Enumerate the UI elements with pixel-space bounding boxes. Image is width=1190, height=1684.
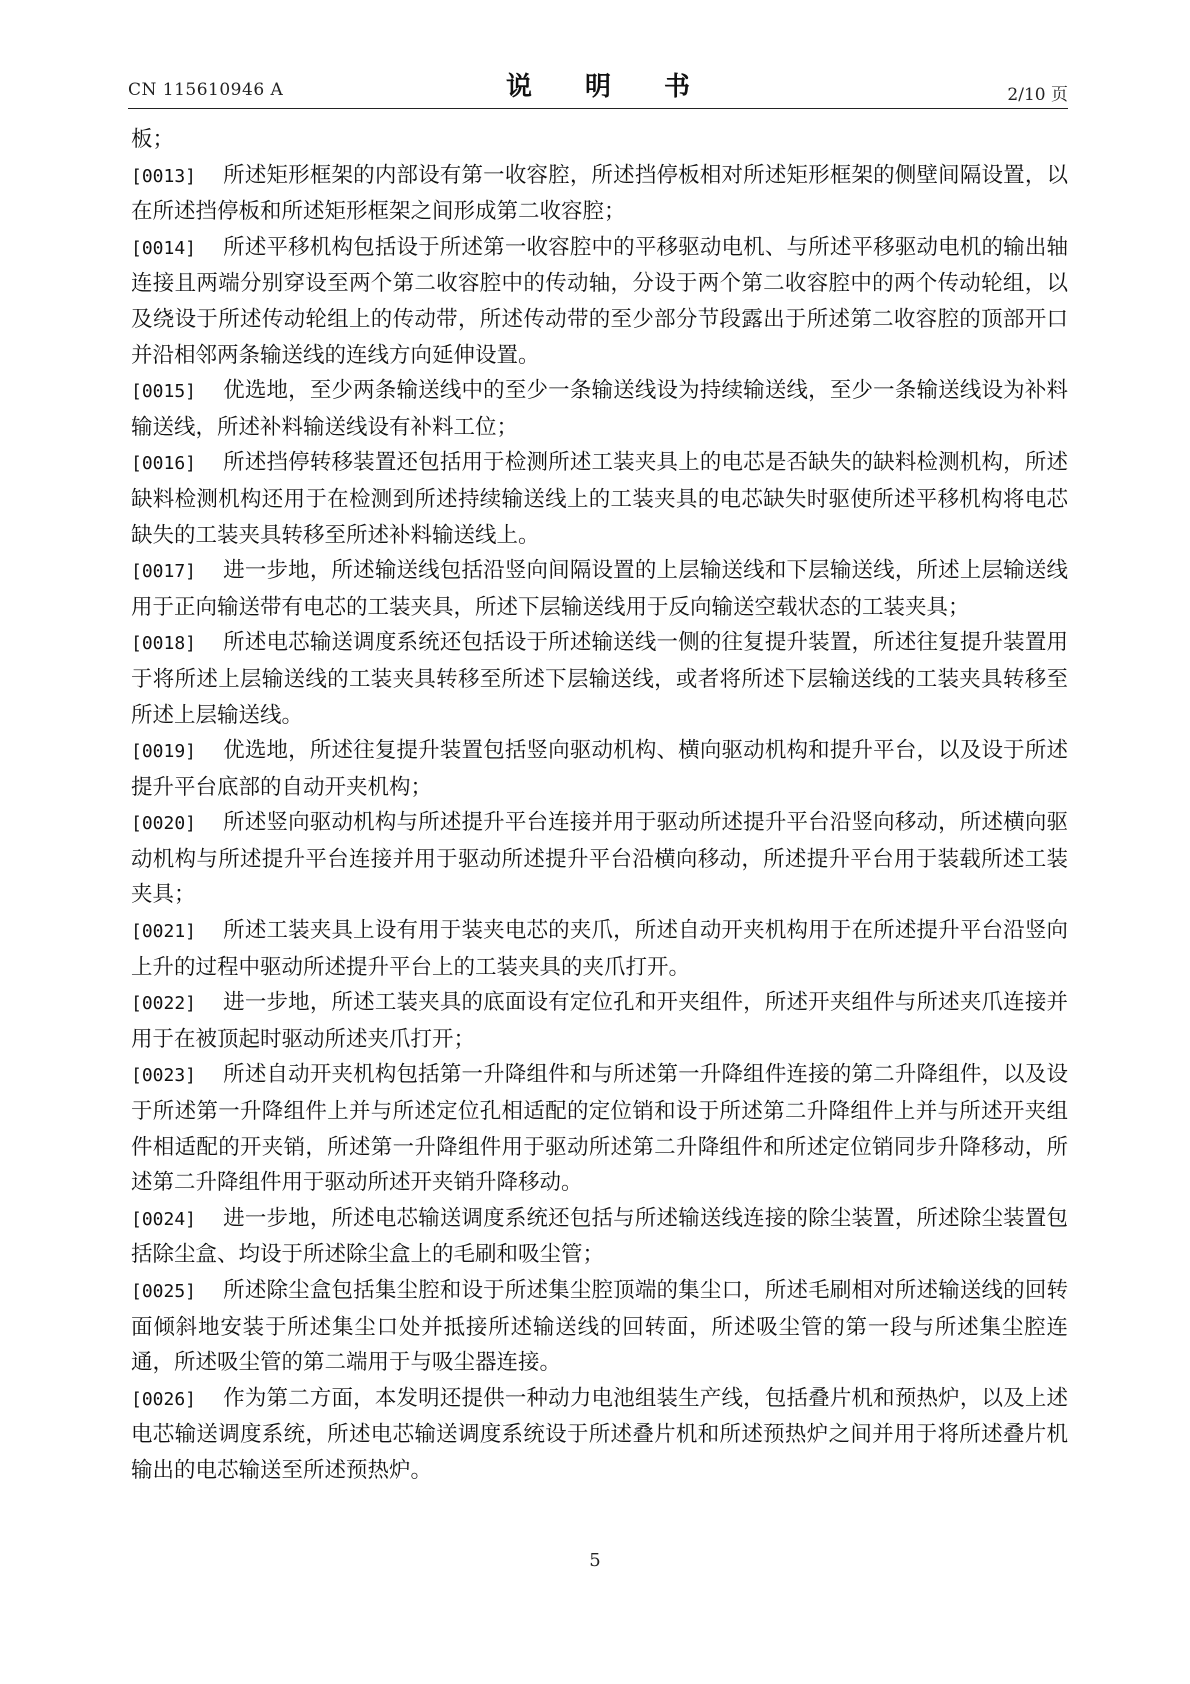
paragraph-number: [0020] — [131, 813, 197, 835]
paragraph — [131, 158, 1068, 230]
page-indicator: 2/10 页 — [1007, 85, 1068, 105]
paragraph — [131, 733, 1068, 805]
paragraph-number: [0026] — [131, 1388, 197, 1410]
paragraph-number: [0016] — [131, 453, 197, 475]
paragraph-number: [0014] — [131, 237, 197, 259]
paragraph-number: [0015] — [131, 381, 197, 403]
paragraph-number: [0024] — [131, 1208, 197, 1230]
paragraph — [131, 805, 1068, 913]
paragraph-text: 所述矩形框架的内部设有第一收容腔，所述挡停板相对所述矩形框架的侧壁间隔设置，以在所述挡停板和所述矩形框架之间形成第二收容腔； — [131, 162, 1068, 225]
paragraph — [131, 1201, 1068, 1273]
paragraph-list — [131, 158, 1068, 1489]
paragraph-text: 所述工装夹具上设有用于装夹电芯的夹爪，所述自动开夹机构用于在所述提升平台沿竖向上升的过程中驱动所述提升平台上的工装夹具的夹爪打开。 — [131, 918, 1068, 980]
page-header — [128, 66, 1068, 106]
paragraph — [131, 445, 1068, 553]
paragraph-text: 所述电芯输送调度系统还包括设于所述输送线一侧的往复提升装置，所述往复提升装置用于将所述上层输送线的工装夹具转移至所述下层输送线，或者将所述下层输送线的工装夹具转移至所述上层输送线。 — [131, 630, 1068, 728]
paragraph — [131, 1057, 1068, 1200]
paragraph-text: 作为第二方面，本发明还提供一种动力电池组装生产线，包括叠片机和预热炉，以及上述电芯输送调度系统，所述电芯输送调度系统设于所述叠片机和所述预热炉之间并用于将所述叠片机输出的电芯输送至所述预热炉。 — [131, 1385, 1068, 1483]
paragraph-text: 进一步地，所述输送线包括沿竖向间隔设置的上层输送线和下层输送线，所述上层输送线用于正向输送带有电芯的工装夹具，所述下层输送线用于反向输送空载状态的工装夹具； — [131, 558, 1068, 620]
paragraph-text: 优选地，所述往复提升装置包括竖向驱动机构、横向驱动机构和提升平台，以及设于所述提升平台底部的自动开夹机构； — [131, 738, 1068, 800]
paragraph-text: 所述自动开夹机构包括第一升降组件和与所述第一升降组件连接的第二升降组件，以及设于所述第一升降组件上并与所述定位孔相适配的定位销和设于所述第二升降组件上并与所述开夹组件相适配的开夹销，所述第一升降组件用于驱动所述第二升降组件和所述定位销同步升降移动，所述第二升降组件用于驱动所述开夹销升降移动。 — [131, 1062, 1068, 1196]
paragraph — [131, 1273, 1068, 1381]
paragraph-text: 所述除尘盒包括集尘腔和设于所述集尘腔顶端的集尘口，所述毛刷相对所述输送线的回转面倾斜地安装于所述集尘口处并抵接所述输送线的回转面，所述吸尘管的第一段与所述集尘腔连通，所述吸尘管的第二端用于与吸尘器连接。 — [131, 1278, 1068, 1376]
paragraph — [131, 1381, 1068, 1489]
paragraph-number: [0013] — [131, 165, 197, 187]
paragraph-number: [0022] — [131, 993, 197, 1015]
paragraph-text: 所述平移机构包括设于所述第一收容腔中的平移驱动电机、与所述平移驱动电机的输出轴连接且两端分别穿设至两个第二收容腔中的传动轴，分设于两个第二收容腔中的两个传动轮组，以及绕设于所述传动轮组上的传动带，所述传动带的至少部分节段露出于所述第二收容腔的顶部开口并沿相邻两条输送线的连线方向延伸设置。 — [131, 234, 1068, 368]
paragraph-text: 所述竖向驱动机构与所述提升平台连接并用于驱动所述提升平台沿竖向移动，所述横向驱动机构与所述提升平台连接并用于驱动所述提升平台沿横向移动，所述提升平台用于装载所述工装夹具； — [131, 810, 1068, 908]
publication-number: CN 115610946 A — [128, 80, 284, 100]
document-title: 说 明 书 — [505, 72, 713, 102]
paragraph-number: [0025] — [131, 1281, 197, 1302]
header-divider — [128, 108, 1068, 109]
paragraph — [131, 625, 1068, 733]
paragraph — [131, 553, 1068, 625]
paragraph-text: 进一步地，所述工装夹具的底面设有定位孔和开夹组件，所述开夹组件与所述夹爪连接并用于在被顶起时驱动所述夹爪打开； — [131, 990, 1068, 1052]
paragraph — [131, 913, 1068, 985]
page-number: 5 — [589, 1550, 601, 1571]
paragraph-text: 所述挡停转移装置还包括用于检测所述工装夹具上的电芯是否缺失的缺料检测机构，所述缺料检测机构还用于在检测到所述持续输送线上的工装夹具的电芯缺失时驱使所述平移机构将电芯缺失的工装夹具转移至所述补料输送线上。 — [131, 450, 1068, 548]
paragraph-number: [0018] — [131, 633, 197, 655]
paragraph-number: [0017] — [131, 561, 197, 583]
continuation-text: 板； — [131, 127, 175, 152]
paragraph — [131, 230, 1068, 373]
paragraph — [131, 985, 1068, 1057]
paragraph-text: 优选地，至少两条输送线中的至少一条输送线设为持续输送线，至少一条输送线设为补料输送线，所述补料输送线设有补料工位； — [131, 378, 1068, 440]
paragraph — [131, 373, 1068, 445]
paragraph-number: [0021] — [131, 921, 197, 943]
description-body — [131, 122, 1068, 1489]
paragraph-text: 进一步地，所述电芯输送调度系统还包括与所述输送线连接的除尘装置，所述除尘装置包括除尘盒、均设于所述除尘盒上的毛刷和吸尘管； — [131, 1205, 1068, 1268]
paragraph-number: [0023] — [131, 1065, 197, 1087]
paragraph-number: [0019] — [131, 741, 197, 763]
